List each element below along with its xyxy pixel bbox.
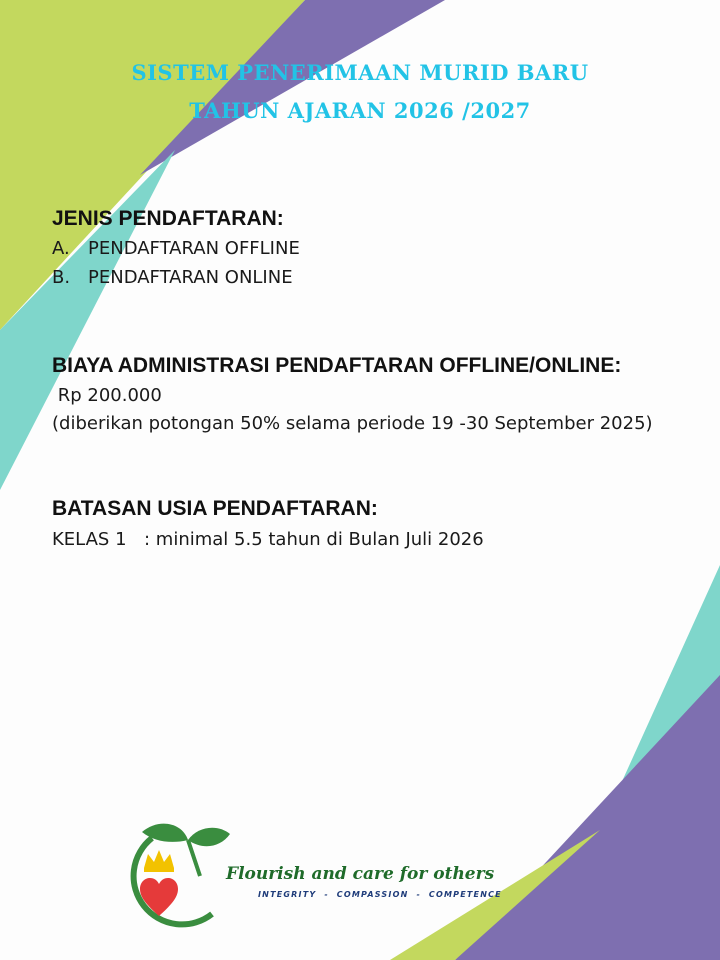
jenis-heading: JENIS PENDAFTARAN: — [52, 207, 284, 230]
school-values: INTEGRITY - COMPASSION - COMPETENCE — [258, 890, 502, 899]
jenis-item-marker: B. — [52, 267, 71, 288]
school-tagline: Flourish and care for others — [226, 864, 495, 884]
crown-icon — [144, 850, 174, 872]
biaya-heading: BIAYA ADMINISTRASI PENDAFTARAN OFFLINE/ONLINE: — [52, 354, 622, 377]
school-logo — [112, 818, 232, 936]
biaya-note: (diberikan potongan 50% selama periode 19 -30 September 2025) — [52, 413, 653, 434]
jenis-item-offline — [52, 238, 300, 259]
page-title-line1: SISTEM PENERIMAAN MURID BARU — [131, 60, 589, 85]
kelas-label: KELAS 1 — [52, 529, 127, 550]
jenis-item-label: PENDAFTARAN OFFLINE — [88, 238, 300, 259]
jenis-item-label: PENDAFTARAN ONLINE — [88, 267, 293, 288]
usia-heading: BATASAN USIA PENDAFTARAN: — [52, 497, 378, 520]
jenis-item-marker: A. — [52, 238, 70, 259]
kelas-rule: : minimal 5.5 tahun di Bulan Juli 2026 — [144, 529, 484, 550]
jenis-item-online — [52, 267, 293, 288]
biaya-amount: Rp 200.000 — [52, 385, 162, 406]
usia-rule-row — [52, 529, 484, 550]
page-title-line2: TAHUN AJARAN 2026 /2027 — [189, 98, 531, 123]
